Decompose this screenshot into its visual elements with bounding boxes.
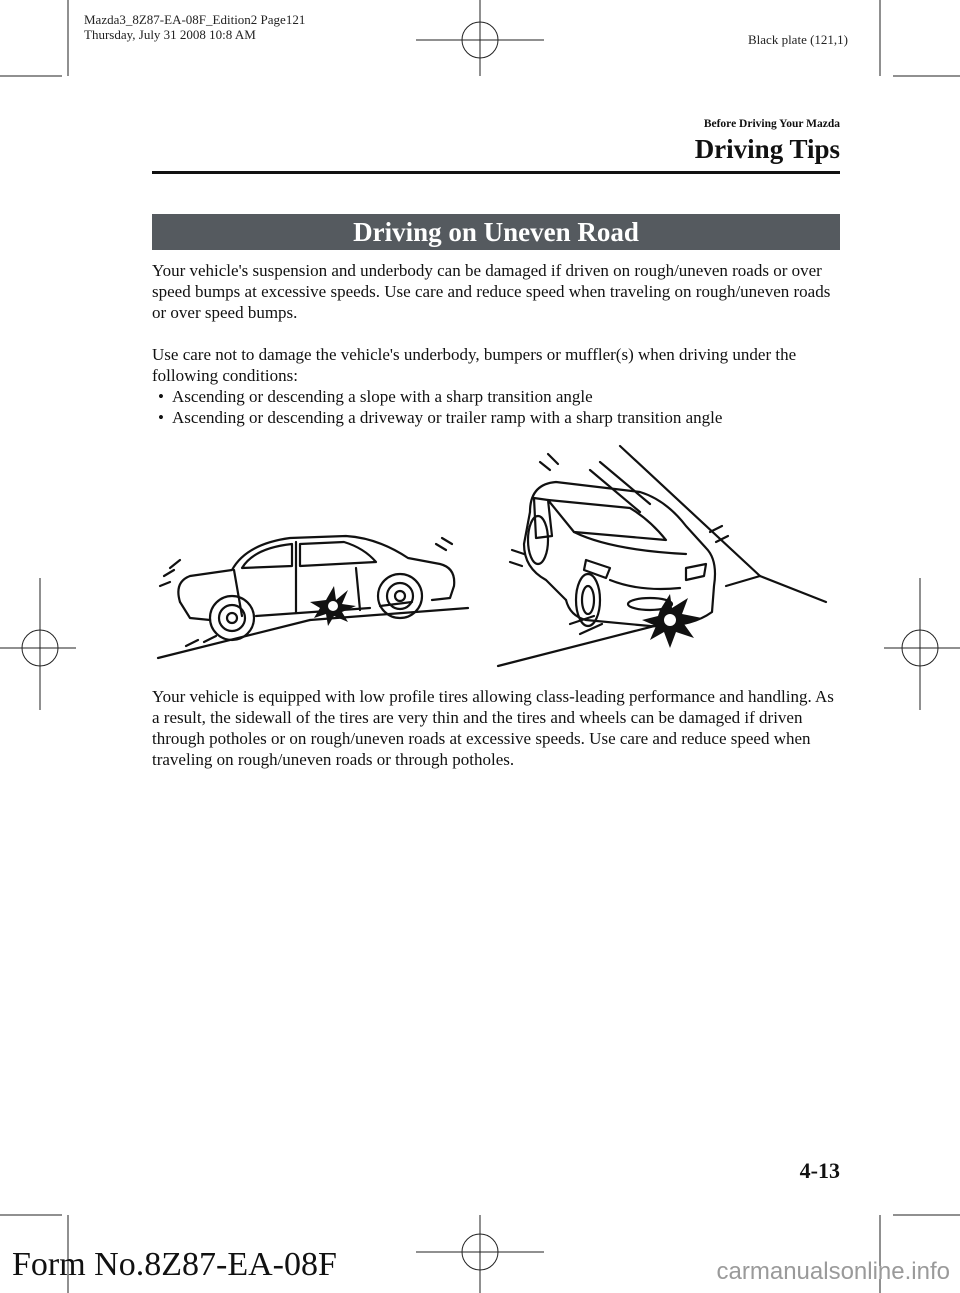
plate-label: Black plate (121,1): [748, 32, 848, 47]
list-item: • Ascending or descending a driveway or trailer ramp with a sharp transition angle: [158, 408, 723, 427]
section-banner: [152, 214, 840, 250]
paragraph-conditions: Use care not to damage the vehicle's underbody, bumpers or muffler(s) when driving under the following conditions:: [152, 345, 797, 385]
page-number: 4-13: [799, 1158, 840, 1183]
chapter-title: Driving Tips: [694, 134, 840, 164]
section-banner-title: Driving on Uneven Road: [353, 217, 639, 247]
print-date-line: Thursday, July 31 2008 10:8 AM: [84, 27, 256, 42]
car-side-illustration: [150, 520, 480, 670]
bullet-icon: •: [158, 387, 164, 406]
form-number: Form No.8Z87-EA-08F: [12, 1246, 337, 1283]
print-file-line: Mazda3_8Z87-EA-08F_Edition2 Page121: [84, 12, 306, 27]
conditions-list: [152, 386, 842, 428]
list-item: • Ascending or descending a slope with a sharp transition angle: [158, 387, 593, 406]
bullet-icon: •: [158, 408, 164, 427]
car-front-illustration: [490, 440, 835, 670]
paragraph-suspension: Your vehicle's suspension and underbody can be damaged if driven on rough/uneven roads or over speed bumps at excessive speeds. Use care and reduce speed when traveling on rough/uneven roads or over speed bumps.: [152, 261, 831, 322]
paragraph-low-profile-tires: Your vehicle is equipped with low profile tires allowing class-leading performance and handling. As a result, the sidewall of the tires are very thin and the tires and wheels can be damaged if driven through potholes or on rough/uneven roads at excessive speeds. Use care and reduce speed when traveling on rough/uneven roads or through potholes.: [152, 687, 834, 769]
watermark: carmanualsonline.info: [716, 1258, 950, 1285]
section-label: Before Driving Your Mazda: [703, 118, 840, 130]
header-rule: [152, 171, 840, 174]
